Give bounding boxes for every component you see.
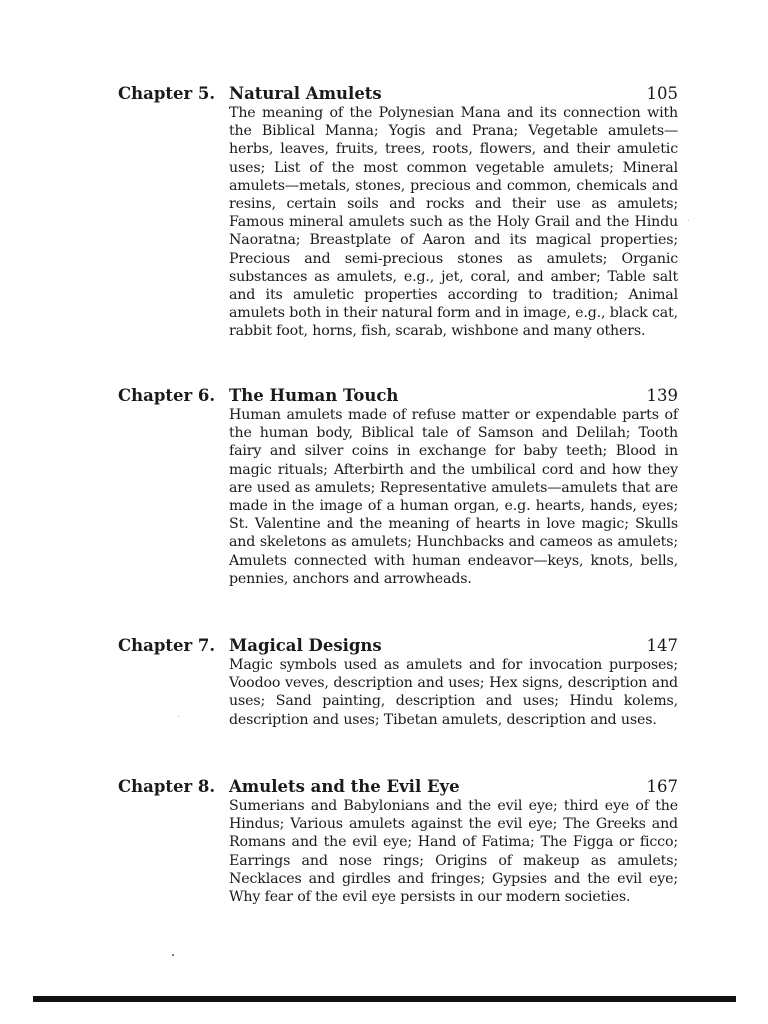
chapter-heading <box>229 84 678 104</box>
chapter-body <box>229 636 678 729</box>
chapter-page-number: 139 <box>646 386 678 405</box>
bottom-border-bar <box>33 996 736 1002</box>
chapter-description: Sumerians and Babylonians and the evil eye; third eye of the Hindus; Various amulets against the evil eye; The Greeks and Romans and the evil eye; Hand of Fatima; The Figga or ficco; Earrings and nose rings; Origins of makeup as amulets; Necklaces and girdles and fringes; Gypsies and the evil eye; Why fear of the evil eye persists in our modern societies. <box>229 798 678 906</box>
chapter-number: Chapter 7. <box>118 636 216 655</box>
scan-speck <box>688 220 689 221</box>
chapter-heading <box>229 777 678 797</box>
chapter-number: Chapter 5. <box>118 84 216 103</box>
chapter-page-number: 167 <box>646 777 678 796</box>
chapter-number: Chapter 6. <box>118 386 216 405</box>
scan-speck <box>178 716 179 717</box>
chapter-body <box>229 84 678 341</box>
chapter-heading <box>229 386 678 406</box>
chapter-number: Chapter 8. <box>118 777 216 796</box>
chapter-title: Natural Amulets <box>229 84 382 103</box>
chapter-description: Human amulets made of refuse matter or expendable parts of the human body, Biblical tale of Samson and Delilah; Tooth fairy and silver coins in exchange for baby teeth; Blood in magic rituals; Afterbirth and the umbilical cord and how they are used as amulets; Representative amulets—amulets that are made in the image of a human organ, e.g. hearts, hands, eyes; St. Valentine and the meaning of hearts in love magic; Skulls and skeletons as amulets; Hunchbacks and cameos as amulets; Amulets connected with human endeavor—keys, knots, bells, pennies, anchors and arrowheads. <box>229 407 678 587</box>
chapter-page-number: 105 <box>646 84 678 103</box>
chapter-title: The Human Touch <box>229 386 399 405</box>
scan-speck <box>172 954 174 956</box>
chapter-body <box>229 386 678 588</box>
chapter-body <box>229 777 678 906</box>
chapter-title: Amulets and the Evil Eye <box>229 777 460 796</box>
chapter-description: Magic symbols used as amulets and for invocation purposes; Voodoo veves, description and uses; Hex signs, description and uses; Sand painting, description and uses; Hindu kolems, description and uses; Tibetan amulets, description and uses. <box>229 657 678 728</box>
chapter-description: The meaning of the Polynesian Mana and its connection with the Biblical Manna; Yogis and Prana; Vegetable amulets—herbs, leaves, fruits, trees, roots, flowers, and their amuletic uses; List of the most common vegetable amulets; Mineral amulets—metals, stones, precious and common, chemicals and resins, certain soils and rocks and their use as amulets; Famous mineral amulets such as the Holy Grail and the Hindu Naoratna; Breastplate of Aaron and its magical properties; Precious and semi-precious stones as amulets; Organic substances as amulets, e.g., jet, coral, and amber; Table salt and its amuletic properties according to tradition; Animal amulets both in their natural form and in image, e.g., black cat, rabbit foot, horns, fish, scarab, wishbone and many others. <box>229 105 678 340</box>
chapter-heading <box>229 636 678 656</box>
chapter-title: Magical Designs <box>229 636 382 655</box>
chapter-page-number: 147 <box>646 636 678 655</box>
